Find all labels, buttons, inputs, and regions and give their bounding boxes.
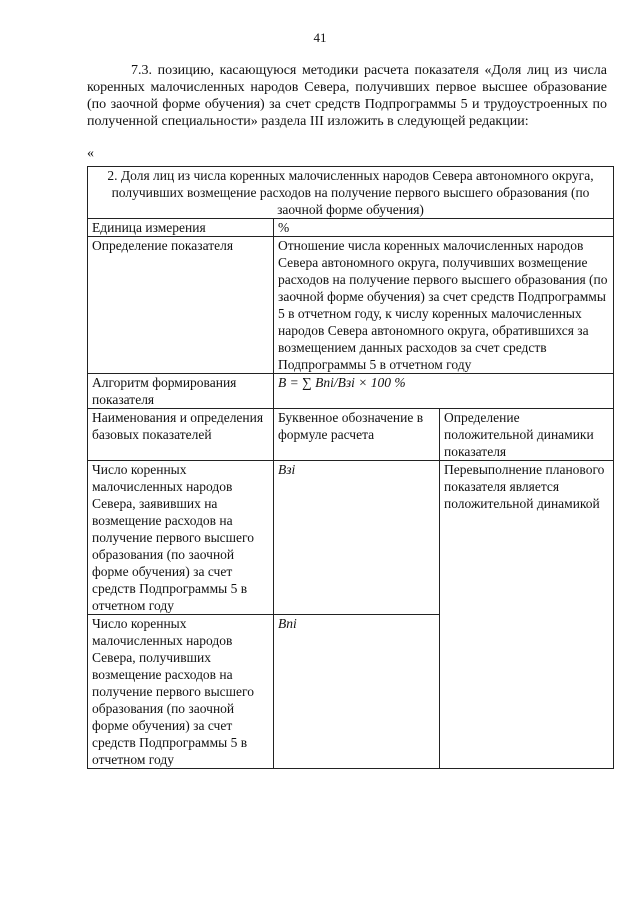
algorithm-formula: B = ∑ Bпі/Bзі × 100 % (274, 374, 614, 409)
algorithm-row (88, 374, 614, 409)
header-positive-dynamics: Определение положительной динамики показателя (440, 409, 614, 461)
open-quote: « (87, 146, 94, 161)
unit-label: Единица измерения (88, 219, 274, 237)
page-number: 41 (313, 30, 327, 45)
positive-dynamics-value: Перевыполнение планового показателя является положительной динамикой (440, 461, 614, 769)
table-title: 2. Доля лиц из числа коренных малочисленных народов Севера автономного округа, получивших возмещение расходов на получение первого высшего образования (по заочной форме обучения) (88, 167, 614, 219)
definition-row (88, 237, 614, 374)
algorithm-label: Алгоритм формирования показателя (88, 374, 274, 409)
row-symbol: Bпі (274, 615, 440, 769)
table-row (88, 461, 614, 615)
table-title-row (88, 167, 614, 219)
unit-row (88, 219, 614, 237)
definition-value: Отношение числа коренных малочисленных народов Севера автономного округа, получивших возмещение расходов на получение первого высшего образования (по заочной форме обучения) за счет средств Подпрограммы 5 в отчетном году, к числу коренных малочисленных народов Севера автономного округа, обратившихся за возмещением данных расходов за счет средств Подпрограммы 5 в отчетном году (274, 237, 614, 374)
header-letter-designation: Буквенное обозначение в формуле расчета (274, 409, 440, 461)
header-base-names: Наименования и определения базовых показателей (88, 409, 274, 461)
row-name: Число коренных малочисленных народов Севера, заявивших на возмещение расходов на получение первого высшего образования (по заочной форме обучения) за счет средств Подпрограммы 5 в отчетном году (88, 461, 274, 615)
table-header-row (88, 409, 614, 461)
indicator-table (87, 166, 614, 769)
row-name: Число коренных малочисленных народов Севера, получивших возмещение расходов на получение первого высшего образования (по заочной форме обучения) за счет средств Подпрограммы 5 в отчетном году (88, 615, 274, 769)
intro-paragraph (87, 62, 607, 130)
definition-label: Определение показателя (88, 237, 274, 374)
row-symbol: Bзі (274, 461, 440, 615)
intro-text: 7.3. позицию, касающуюся методики расчета показателя «Доля лиц из числа коренных малочисленных народов Севера, получивших первое высшее образование (по заочной форме обучения) за счет средств Подпрограммы 5 и трудоустроенных по полученной специальности» раздела III изложить в следующей редакции: (87, 63, 607, 129)
unit-value: % (274, 219, 614, 237)
